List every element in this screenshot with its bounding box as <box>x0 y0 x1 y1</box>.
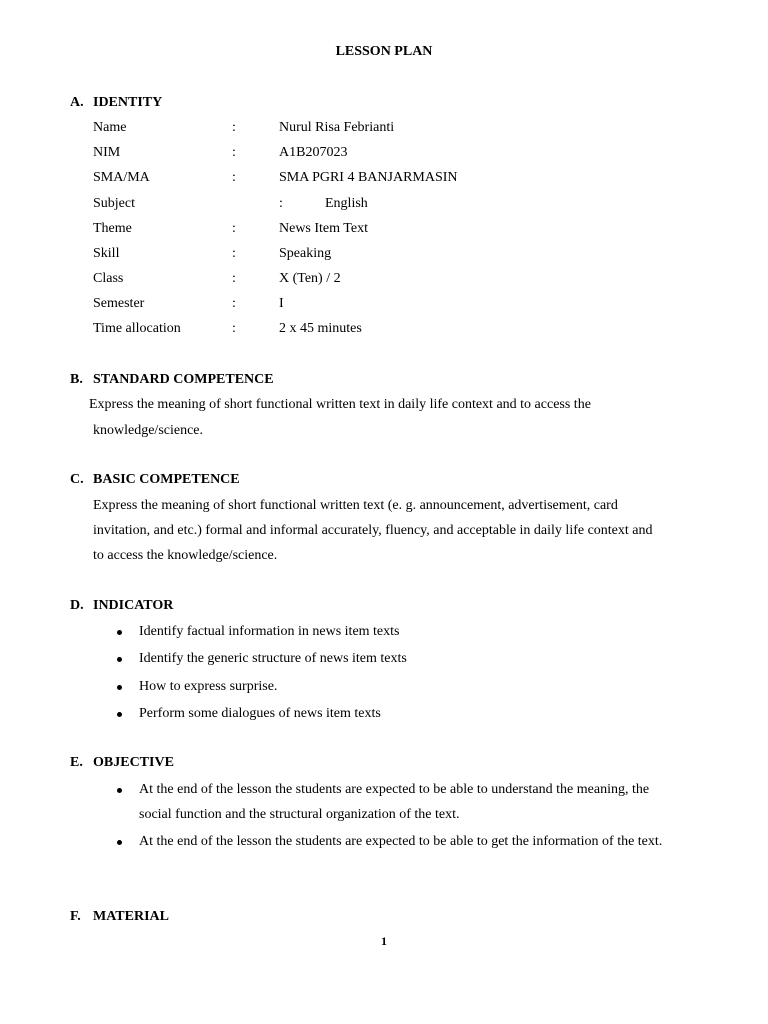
identity-value-semester: I <box>279 296 284 311</box>
identity-value-subject: English <box>325 196 368 211</box>
identity-value-time-allocation: 2 x 45 minutes <box>279 321 362 336</box>
section-letter: E. <box>70 755 83 770</box>
identity-label-nim: NIM <box>93 145 121 160</box>
identity-colon: : <box>232 246 236 261</box>
identity-colon: : <box>232 271 236 286</box>
basic-competence-line: invitation, and etc.) formal and informal accurately, fluency, and acceptable in daily life context and <box>93 523 653 538</box>
basic-competence-line: Express the meaning of short functional written text (e. g. announcement, advertisement, card <box>93 498 618 513</box>
identity-label-school: SMA/MA <box>93 170 150 185</box>
section-letter: D. <box>70 598 84 613</box>
section-title: INDICATOR <box>93 598 174 613</box>
section-title: IDENTITY <box>93 95 163 110</box>
standard-competence-line: Express the meaning of short functional written text in daily life context and to access the <box>89 397 591 412</box>
identity-colon: : <box>232 321 236 336</box>
bullet-dot-icon <box>117 657 122 662</box>
identity-label-semester: Semester <box>93 296 145 311</box>
page-number: 1 <box>381 934 387 948</box>
indicator-item: Perform some dialogues of news item texts <box>139 706 381 721</box>
identity-value-nim: A1B207023 <box>279 145 348 160</box>
section-letter: B. <box>70 372 83 387</box>
identity-label-name: Name <box>93 120 127 135</box>
bullet-dot-icon <box>117 840 122 845</box>
identity-value-skill: Speaking <box>279 246 332 261</box>
identity-value-school: SMA PGRI 4 BANJARMASIN <box>279 170 458 185</box>
objective-item-line: At the end of the lesson the students are expected to be able to understand the meaning, the <box>139 782 650 797</box>
bullet-dot-icon <box>117 788 122 793</box>
identity-label-skill: Skill <box>93 246 120 261</box>
objective-item-line: At the end of the lesson the students are expected to be able to get the information of the text. <box>139 834 663 849</box>
identity-label-class: Class <box>93 271 124 286</box>
section-title: MATERIAL <box>93 909 169 924</box>
identity-value-class: X (Ten) / 2 <box>279 271 341 286</box>
bullet-dot-icon <box>117 630 122 635</box>
indicator-item: Identify the generic structure of news item texts <box>139 651 407 666</box>
identity-colon: : <box>232 120 236 135</box>
indicator-item: How to express surprise. <box>139 679 278 694</box>
bullet-dot-icon <box>117 712 122 717</box>
section-objective-heading <box>70 756 174 770</box>
section-basic-competence-heading <box>70 473 240 487</box>
section-material-heading <box>70 910 169 924</box>
section-title: STANDARD COMPETENCE <box>93 372 274 387</box>
section-standard-competence-heading <box>70 373 274 387</box>
identity-label-subject: Subject <box>93 196 135 211</box>
identity-colon: : <box>232 145 236 160</box>
indicator-item: Identify factual information in news item texts <box>139 624 400 639</box>
section-identity-heading <box>70 96 162 110</box>
identity-colon: : <box>279 196 283 211</box>
section-letter: A. <box>70 95 84 110</box>
basic-competence-line: to access the knowledge/science. <box>93 548 278 563</box>
identity-colon: : <box>232 221 236 236</box>
section-letter: F. <box>70 909 81 924</box>
identity-colon: : <box>232 170 236 185</box>
standard-competence-line: knowledge/science. <box>93 423 204 438</box>
identity-label-theme: Theme <box>93 221 132 236</box>
section-letter: C. <box>70 472 84 487</box>
section-indicator-heading <box>70 599 173 613</box>
objective-item-line: social function and the structural organization of the text. <box>139 807 460 822</box>
bullet-dot-icon <box>117 685 122 690</box>
document-title: LESSON PLAN <box>335 44 433 59</box>
identity-value-name: Nurul Risa Febrianti <box>279 120 395 135</box>
identity-value-theme: News Item Text <box>279 221 368 236</box>
section-title: OBJECTIVE <box>93 755 174 770</box>
section-title: BASIC COMPETENCE <box>93 472 240 487</box>
identity-label-time-allocation: Time allocation <box>93 321 181 336</box>
identity-colon: : <box>232 296 236 311</box>
